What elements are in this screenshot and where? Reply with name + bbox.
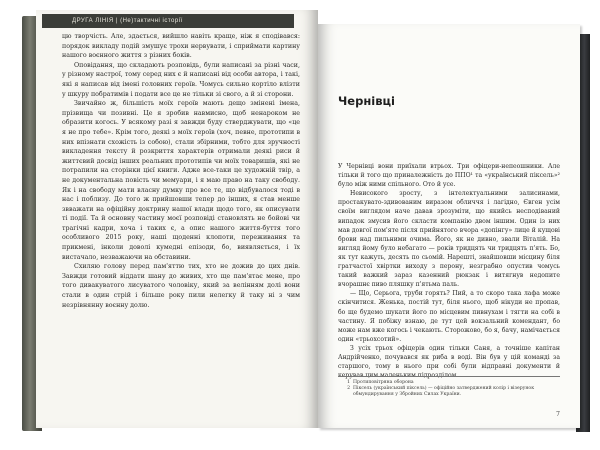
right-paragraph: З усіх трьох офіцерів один тільки Саня, а точніше капітан Андрійченко, почувався як риба в воді. Він був у цій команді за старшого, тому в нього при собі були відправні документи й керував цим маленьким підрозділом. — [338, 344, 560, 380]
left-paragraph: Оповідання, що складають розповідь, були написані за різні часи, у різному настрої, тому серед них є й написані від особи автора, і такі, які я написав від імені головних героїв. Чомусь сильно кортіло влізти у шкуру побратимів і подати все це не тільки зі свого, а й зі сторони. — [62, 61, 300, 98]
footnotes — [338, 376, 560, 398]
footnote-text: Протиповітряна оборона — [353, 380, 414, 385]
footnote-number: 2 — [347, 386, 350, 391]
chapter-title: Чернівці — [338, 94, 395, 108]
page-number: 7 — [556, 411, 560, 418]
left-paragraph: цю творчість. Але, здається, вийшло навіть краще, ніж я сподівався: порядок викладу подій змушує трохи нервувати, і сприймати картину нашого воєнного життя з різних боків. — [62, 33, 300, 60]
right-paragraph: У Чернівці вони приїхали втрьох. Три офіцери-непеошники. Але тільки й того що приналежність до ППО¹ та «український піксель»² було між ними спільного. Ото й усе. — [338, 163, 560, 189]
left-paragraph: Схиляю голову перед пам'яттю тих, хто не дожив до цих днів. Завжди готовий віддати шану до живих, хто ще пам'ятає мене, про того дивакуватого лисуватого чоловіку, який за велінням долі вони стали в один стрій і більше року пили нелегку й таку ні з чим незрівнянну воєнну долю. — [62, 263, 300, 309]
right-paragraph: Невисокого зросту, з інтелектуальними залисинами, простакувато-здивованим виразом обличчя і лагідно, Євген усім своїм виглядом наче давав зрозуміти, що якийсь несподіваний випадок змусив його скласти компанію двом іншим. Один із них мав довгої пом'яте після прийнятого вчора «допінгу» лице й кущові брови над пильними очима. Його, як не дивно, звали Віталій. На вигляд йому було небагато — років тридцять чи тридцять п'ять. Бо, як тут кажуть, десять по сьомій. Нарешті, знайшовши місцину біля гратчастої хвіртки виходу з перону, незграбно опустив чомусь такий важкий зараз казенний рюкзак і витягнув недопите вчорашнє пиво пляшку п'ятьма паль. — [338, 190, 560, 289]
right-page-text — [338, 162, 560, 380]
footnote-number: 1 — [347, 380, 350, 385]
open-book — [22, 10, 590, 435]
right-paragraph: — Що, Серьога, труби горять? Пий, а то скоро така лафа може скінчитися. Женька, постій тут, біля нього, щоб нікуди не пропав, бо ще будемо шукати його по місцевим пивнухам і тягти на собі в частину. Я побіжу взнаю, де тут цей вокзальний комендант, бо може нам вже когось і чекають. Сторожово, бо я, бачу, намічається один «трьохсотий». — [338, 290, 560, 343]
left-paragraph: Звичайно ж, більшість моїх героїв мають дещо змінені імена, прізвища чи позивні. Це я зробив навмисно, щоб ненароком не образити когось. У всякому разі я завжди буду стверджувати, що «це я не про тебе». Крім того, деякі з моїх героїв (хоч, певне, прототипи в них впізнати схожість із собою), стали збірними, тобто для зручності викладення тексту й розкриття характерів отримали деякі риси й життєвий досвід інших реальних прототипів чи моїх товаришів, які не потрапили на сторінки цієї книги. Адже все-таки це художній твір, а не документальна повість чи мемуари, і я маю право на таку свободу. Як і на свободу мати власну думку про все те, що відбувалося тоді в нас і поблизу. До того ж прийшовши тепер до інших, я став менше звважати на офіційну доктрину нашої влади щодо того, як описувати ті події. Та й основну частину моєї розповіді становлять не бойові чи трагічні кадри, хоча і таких є, а опис нашого життя-буття того особливого 2015 року, наші щоденні клопоти, переживання та прикмені, інколи доволі кумедні епізоди, бо, виявляється, і їх вистачало, незважаючи на обставини. — [62, 100, 300, 261]
footnote — [338, 386, 560, 398]
left-page — [36, 10, 318, 428]
right-page — [318, 24, 580, 428]
left-page-text — [62, 32, 300, 310]
footnote-text: Піксель (український піксель) — офіційно затверджений колір і візерунок обмундирування у Збройних Силах України. — [353, 386, 535, 397]
running-head: ДРУГА ЛІНІЯ | (Не)тактичні історії — [42, 14, 294, 28]
